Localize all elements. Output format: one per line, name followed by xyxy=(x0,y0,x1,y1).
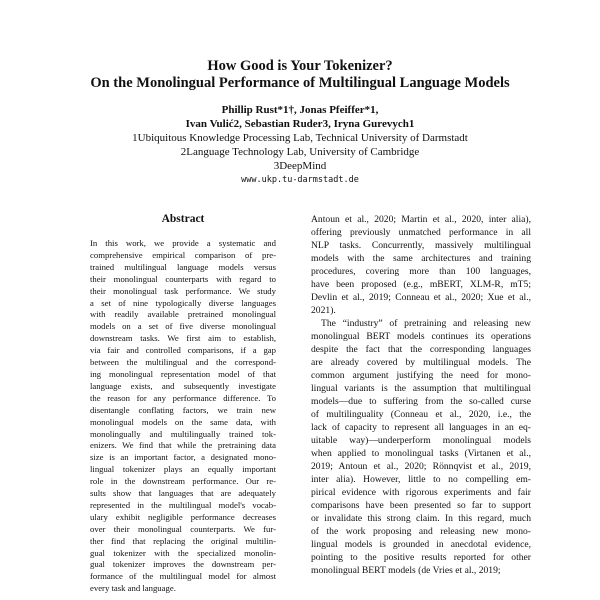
abstract-line: with readily available pretrained monolingual xyxy=(90,309,276,320)
title-line-2: On the Monolingual Performance of Multilingual Language Models xyxy=(90,75,510,91)
abstract-line: represented in the multilingual model's vocab- xyxy=(90,499,276,510)
abstract-line: formance of the multilingual model for almost xyxy=(90,571,276,582)
abstract-line: role in the downstream performance. Our re- xyxy=(90,476,276,487)
abstract-line: the reason for any performance difference. To xyxy=(90,392,276,403)
body-text-line: lingual variants is the assumption that multilingual xyxy=(311,383,531,394)
abstract-line: comprehensive empirical comparison of pre- xyxy=(90,249,276,260)
abstract-line: a set of nine typologically diverse languages xyxy=(90,297,276,308)
affiliation-2: 2Language Technology Lab, University of Cambridge xyxy=(180,146,420,158)
abstract-line: sults show that languages that are adequately xyxy=(90,488,276,499)
body-text-line: models with the same architectures and training xyxy=(311,253,531,264)
body-text-line: Devlin et al., 2019; Conneau et al., 2020; Xue et al., xyxy=(311,292,531,303)
abstract-line: monolingual models on the same data, with xyxy=(90,416,276,427)
body-text-line: uitable way)—underperform monolingual models xyxy=(311,435,531,446)
abstract-body xyxy=(90,238,276,595)
body-text-line: of multilinguality (Conneau et al., 2020, i.e., the xyxy=(311,409,531,420)
body-text-line: inter alia). However, little to no compelling em- xyxy=(311,474,531,485)
abstract-line: lingual tokenizer plays an equally important xyxy=(90,464,276,475)
abstract-line: their monolingual counterparts with regard to xyxy=(90,273,276,284)
abstract-line: ing monolingual representation model of that xyxy=(90,368,276,379)
author-block xyxy=(0,103,600,187)
body-text-line: monolingual BERT models (de Vries et al., 2019; xyxy=(311,565,501,576)
body-text-line: or invalidate this strong claim. In this regard, much xyxy=(311,513,531,524)
abstract-line: ulary exhibit negligible performance decreases xyxy=(90,511,276,522)
abstract-line: trained multilingual language models versus xyxy=(90,261,276,272)
abstract-line: their monolingual task performance. We study xyxy=(90,285,276,296)
body-text-line: The “industry” of pretraining and releasing new xyxy=(321,318,531,329)
author-line-1: Phillip Rust*1†, Jonas Pfeiffer*1, xyxy=(221,104,379,116)
body-text-line: Antoun et al., 2020; Martin et al., 2020, inter alia), xyxy=(311,214,531,225)
abstract-line: gual tokenizer with the specialized monolin- xyxy=(90,547,276,558)
body-text-line: 2021). xyxy=(311,305,336,316)
affiliation-1: 1Ubiquitous Knowledge Processing Lab, Technical University of Darmstadt xyxy=(132,132,468,144)
introduction-column xyxy=(311,213,531,577)
body-text-line: have been proposed (e.g., mBERT, XLM-R, mT5; xyxy=(311,279,531,290)
abstract-line: every task and language. xyxy=(90,583,176,594)
body-text-line: despite the fact that the corresponding languages xyxy=(311,344,531,355)
body-text-line: when applied to monolingual tasks (Virtanen et al., xyxy=(311,448,531,459)
abstract-line: via fair and controlled comparisons, if a gap xyxy=(90,345,276,356)
body-text-line: NLP tasks. Concurrently, massively multilingual xyxy=(311,240,531,251)
abstract-line: ther find that replacing the original multilin- xyxy=(90,535,276,546)
body-text-line: procedures, covering more than 100 languages, xyxy=(311,266,531,277)
body-text-line: are already covered by multilingual models. The xyxy=(311,357,531,368)
body-text-line: 2019; Antoun et al., 2020; Rönnqvist et al., 2019, xyxy=(311,461,531,472)
abstract-line: monolingually and multilingually trained tok- xyxy=(90,428,276,439)
body-text-line: comparisons have been presented so far to support xyxy=(311,500,531,511)
body-text-line: pointing to the positive results reported for other xyxy=(311,552,531,563)
body-text-line: common argument justifying the need for mono- xyxy=(311,370,531,381)
title-line-1: How Good is Your Tokenizer? xyxy=(207,58,393,74)
abstract-line: enizers. We find that while the pretraining data xyxy=(90,440,276,451)
abstract-line: In this work, we provide a systematic and xyxy=(90,238,276,248)
paper-title xyxy=(0,58,600,92)
lab-url: www.ukp.tu-darmstadt.de xyxy=(241,175,359,185)
abstract-line: models on a set of five diverse monolingual xyxy=(90,321,276,332)
abstract-line: between the multilingual and the correspond- xyxy=(90,357,276,368)
body-text-line: lingual models is grounded in anecdotal evidence, xyxy=(311,539,531,550)
body-text-line: of the work proposing and releasing new mono- xyxy=(311,526,531,537)
abstract-line: over their monolingual counterparts. We fur- xyxy=(90,523,276,534)
abstract-line: size is an important factor, a designated mono- xyxy=(90,452,276,463)
body-text-line: monolingual BERT models continues its operations xyxy=(311,331,531,342)
abstract-heading: Abstract xyxy=(161,213,205,225)
abstract-line: downstream tasks. We first aim to establish, xyxy=(90,333,276,344)
body-text-line: lack of capacity to represent all languages in an eq- xyxy=(311,422,531,433)
body-text-line: pirical evidence with rigorous experiments and fair xyxy=(311,487,531,498)
abstract-line: language exists, and subsequently investigate xyxy=(90,380,276,391)
abstract-line: disentangle conflating factors, we train new xyxy=(90,404,276,415)
body-text-line: offering previously unmatched performance in all xyxy=(311,227,531,238)
body-text-line: models—due to suffering from the so-called curse xyxy=(311,396,531,407)
author-line-2: Ivan Vulić2, Sebastian Ruder3, Iryna Gurevych1 xyxy=(185,118,415,130)
abstract-line: gual tokenizer improves the downstream per- xyxy=(90,559,276,570)
affiliation-3: 3DeepMind xyxy=(273,160,327,172)
